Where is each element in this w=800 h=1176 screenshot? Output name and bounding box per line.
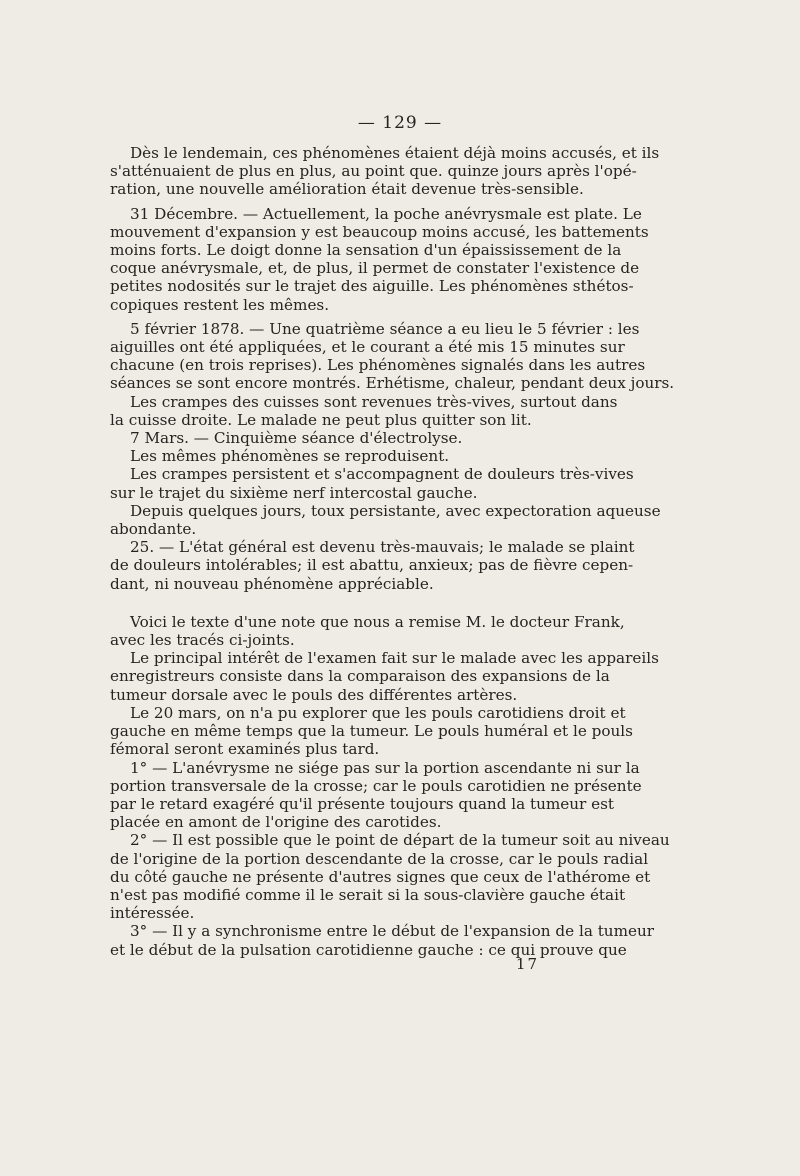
text-line: copiques restent les mêmes. — [110, 295, 330, 314]
page-number: — 129 — — [357, 113, 443, 133]
text-line: Les mêmes phénomènes se reproduisent. — [130, 447, 450, 466]
text-line: Dès le lendemain, ces phénomènes étaient déjà moins accusés, et ils — [130, 144, 660, 162]
body-text — [110, 144, 675, 959]
text-line: par le retard exagéré qu'il présente toujours quand la tumeur est — [110, 794, 615, 813]
text-line: gauche en même temps que la tumeur. Le pouls huméral et le pouls — [110, 722, 633, 741]
text-line: 5 février 1878. — Une quatrième séance a eu lieu le 5 février : les — [130, 319, 640, 338]
text-line: intéressée. — [110, 904, 195, 923]
text-line: chacune (en trois reprises). Les phénomènes signalés dans les autres — [110, 356, 646, 375]
text-line: 25. — L'état général est devenu très-mauvais; le malade se plaint — [130, 538, 635, 557]
text-line: n'est pas modifié comme il le serait si la sous-clavière gauche était — [110, 885, 626, 904]
text-line: 7 Mars. — Cinquième séance d'électrolyse. — [130, 429, 463, 448]
text-line: 3° — Il y a synchronisme entre le début de l'expansion de la tumeur — [130, 922, 655, 941]
text-line: s'atténuaient de plus en plus, au point que. quinze jours après l'opé- — [110, 162, 637, 181]
text-line: Les crampes des cuisses sont revenues très-vives, surtout dans — [130, 392, 618, 411]
text-line: de douleurs intolérables; il est abattu, anxieux; pas de fièvre cepen- — [110, 556, 634, 575]
text-line: 1° — L'anévrysme ne siége pas sur la portion ascendante ni sur la — [130, 758, 640, 777]
text-line: placée en amont de l'origine des carotides. — [110, 813, 442, 832]
text-line: enregistreurs consiste dans la comparaison des expansions de la — [110, 667, 610, 686]
text-line: 31 Décembre. — Actuellement, la poche anévrysmale est plate. Le — [130, 204, 642, 223]
text-line: dant, ni nouveau phénomène appréciable. — [110, 574, 434, 593]
text-line: portion transversale de la crosse; car le pouls carotidien ne présente — [110, 776, 642, 795]
text-line: du côté gauche ne présente d'autres signes que ceux de l'athérome et — [110, 867, 651, 886]
text-line: avec les tracés ci-joints. — [110, 631, 295, 650]
signature-mark: 17 — [516, 955, 540, 973]
text-line: moins forts. Le doigt donne la sensation d'un épaississement de la — [110, 241, 622, 260]
text-line: Les crampes persistent et s'accompagnent de douleurs très-vives — [130, 465, 634, 484]
text-line: Voici le texte d'une note que nous a remise M. le docteur Frank, — [130, 612, 625, 631]
text-line: 2° — Il est possible que le point de départ de la tumeur soit au niveau — [130, 831, 670, 850]
text-line: Le 20 mars, on n'a pu explorer que les pouls carotidiens droit et — [130, 703, 626, 722]
text-line: Le principal intérêt de l'examen fait sur le malade avec les appareils — [130, 649, 659, 668]
text-line: séances se sont encore montrés. Erhétisme, chaleur, pendant deux jours. — [110, 374, 675, 393]
text-line: la cuisse droite. Le malade ne peut plus quitter son lit. — [110, 410, 532, 429]
text-line: petites nodosités sur le trajet des aiguille. Les phénomènes sthétos- — [110, 277, 634, 296]
text-line: ration, une nouvelle amélioration était devenue très-sensible. — [110, 180, 584, 199]
text-line: fémoral seront examinés plus tard. — [110, 740, 380, 759]
text-line: de l'origine de la portion descendante de la crosse, car le pouls radial — [110, 849, 649, 868]
text-line: mouvement d'expansion y est beaucoup moins accusé, les battements — [110, 222, 649, 241]
text-line: aiguilles ont été appliquées, et le courant a été mis 15 minutes sur — [110, 338, 625, 357]
text-line: et le début de la pulsation carotidienne gauche : ce qui prouve que — [110, 940, 627, 959]
text-line: sur le trajet du sixième nerf intercostal gauche. — [110, 483, 478, 502]
text-line: tumeur dorsale avec le pouls des différentes artères. — [110, 685, 518, 704]
text-line: coque anévrysmale, et, de plus, il permet de constater l'existence de — [110, 259, 640, 278]
text-line: Depuis quelques jours, toux persistante, avec expectoration aqueuse — [130, 501, 661, 520]
text-line: abondante. — [110, 520, 197, 539]
